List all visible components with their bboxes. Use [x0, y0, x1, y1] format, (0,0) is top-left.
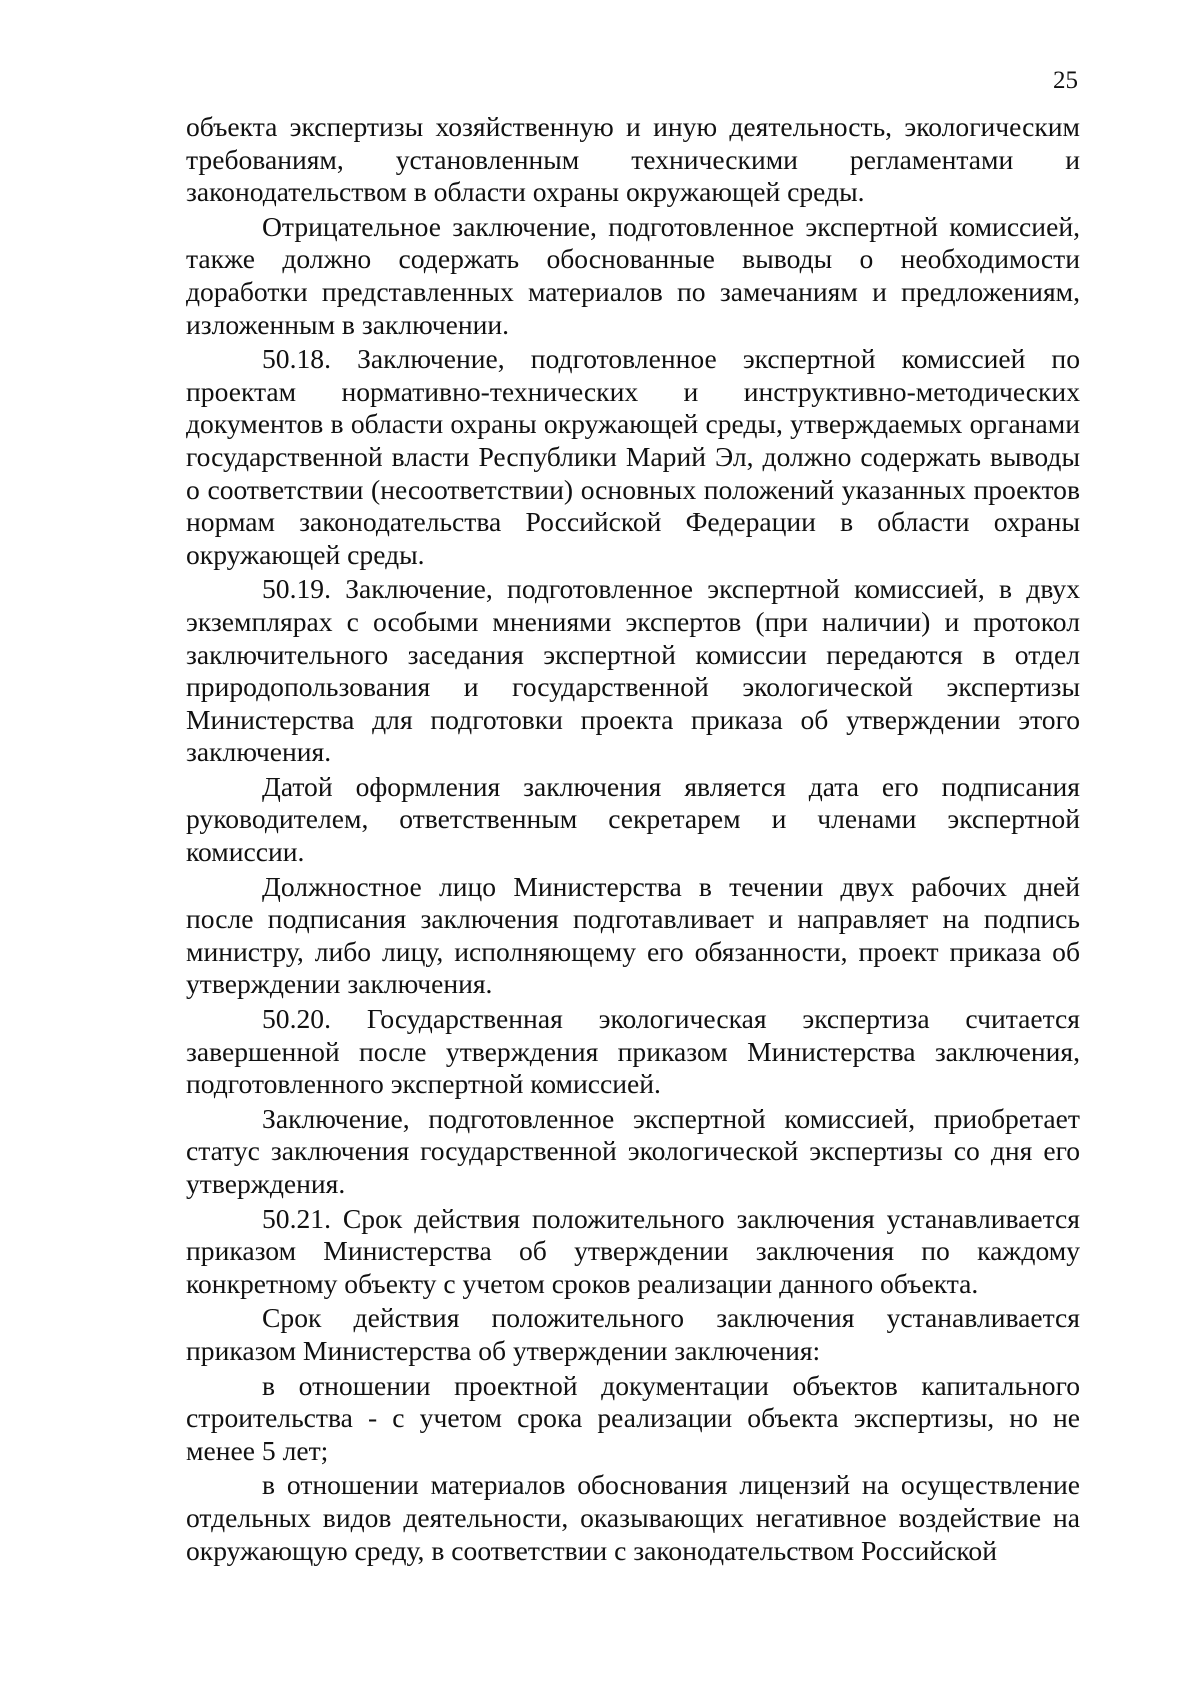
- document-body: [186, 111, 1080, 1567]
- paragraph-negative-conclusion: Отрицательное заключение, подготовленное экспертной комиссией, также должно содержать обоснованные выводы о необходимости доработки представленных материалов по замечаниям и предложениям, изложенным в заключении.: [186, 210, 1080, 340]
- paragraph-50-19: 50.19. Заключение, подготовленное экспертной комиссией, в двух экземплярах с особыми мнениями экспертов (при наличии) и протокол заключительного заседания экспертной комиссии передаются в отдел природопользования и государственной экологической экспертизы Министерства для подготовки проекта приказа об утверждении этого заключения.: [186, 573, 1080, 768]
- paragraph-conclusion-date: Датой оформления заключения является дата его подписания руководителем, ответственным секретарем и членами экспертной комиссии.: [186, 770, 1080, 868]
- paragraph-conclusion-status: Заключение, подготовленное экспертной комиссией, приобретает статус заключения государственной экологической экспертизы со дня его утверждения.: [186, 1102, 1080, 1199]
- paragraph-capital-construction: в отношении проектной документации объектов капитального строительства - с учетом срока реализации объекта экспертизы, но не менее 5 лет;: [186, 1369, 1080, 1466]
- paragraph-50-18: 50.18. Заключение, подготовленное экспертной комиссией по проектам нормативно-технических и инструктивно-методических документов в области охраны окружающей среды, утверждаемых органами государственной власти Республики Марий Эл, должно содержать выводы о соответствии (несоответствии) основных положений указанных проектов нормам законодательства Российской Федерации в области охраны окружающей среды.: [186, 343, 1080, 570]
- paragraph-continuation: объекта экспертизы хозяйственную и иную деятельность, экологическим требованиям, установленным техническими регламентами и законодательством в области охраны окружающей среды.: [186, 111, 1080, 208]
- paragraph-50-20: 50.20. Государственная экологическая экспертиза считается завершенной после утверждения приказом Министерства заключения, подготовленного экспертной комиссией.: [186, 1003, 1080, 1100]
- paragraph-50-21: 50.21. Срок действия положительного заключения устанавливается приказом Министерства об утверждении заключения по каждому конкретному объекту с учетом сроков реализации данного объекта.: [186, 1202, 1080, 1299]
- paragraph-license-materials: в отношении материалов обоснования лицензий на осуществление отдельных видов деятельности, оказывающих негативное воздействие на окружающую среду, в соответствии с законодательством Российской: [186, 1469, 1080, 1566]
- paragraph-validity-period: Срок действия положительного заключения устанавливается приказом Министерства об утверждении заключения:: [186, 1302, 1080, 1366]
- page-number: 25: [1053, 67, 1078, 94]
- paragraph-official-duties: Должностное лицо Министерства в течении двух рабочих дней после подписания заключения подготавливает и направляет на подпись министру, либо лицу, исполняющему его обязанности, проект приказа об утверждении заключения.: [186, 870, 1080, 1000]
